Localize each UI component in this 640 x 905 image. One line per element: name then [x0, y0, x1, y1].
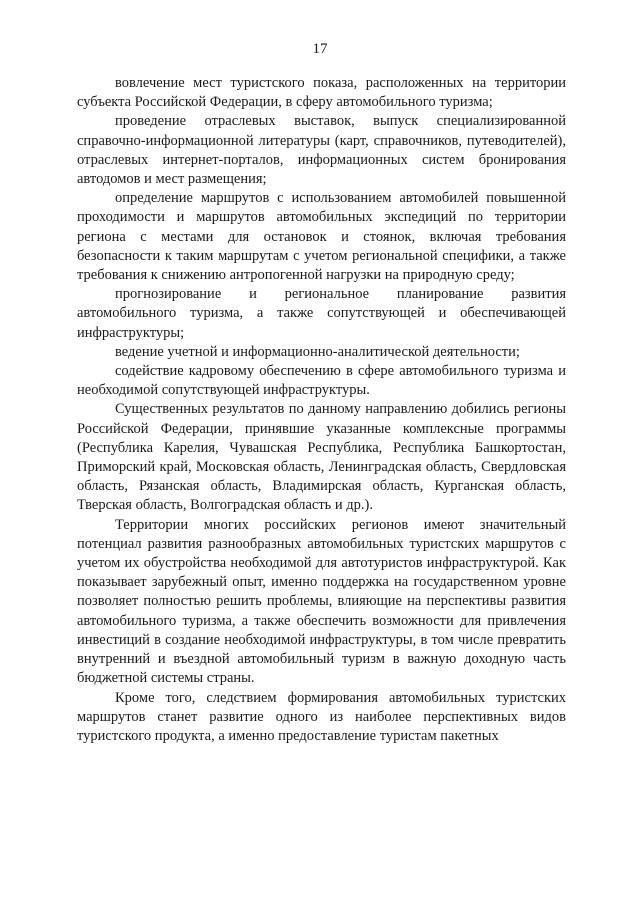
paragraph-4: прогнозирование и региональное планирование развития автомобильного туризма, а также сопутствующей и обеспечивающей инфраструктуры;: [77, 286, 566, 341]
paragraph-1: вовлечение мест туристского показа, расположенных на территории субъекта Российской Федерации, в сферу автомобильного туризма;: [77, 75, 566, 111]
document-body: [77, 74, 566, 746]
paragraph-6: содействие кадровому обеспечению в сфере автомобильного туризма и необходимой сопутствующей инфраструктуры.: [77, 363, 566, 399]
paragraph-8: Территории многих российских регионов имеют значительный потенциал развития разнообразных автомобильных туристских маршрутов с учетом их обустройства необходимой для автотуристов инфраструктурой. Как показывает зарубежный опыт, именно поддержка на государственном уровне позволяет полностью решить проблемы, влияющие на перспективы развития автомобильного туризма, а также обеспечить возможности для привлечения инвестиций в создание необходимой инфраструктуры, в том числе превратить внутренний и въездной автомобильный туризм в важную доходную часть бюджетной системы страны.: [77, 516, 566, 687]
page-number: 17: [312, 41, 328, 57]
paragraph-7: Существенных результатов по данному направлению добились регионы Российской Федерации, принявшие указанные комплексные программы (Республика Карелия, Чувашская Республика, Республика Башкортостан, Приморский край, Московская область, Ленинградская область, Свердловская область, Рязанская область, Владимирская область, Курганская область, Тверская область, Волгоградская область и др.).: [77, 401, 566, 514]
paragraph-9: Кроме того, следствием формирования автомобильных туристских маршрутов станет развитие одного из наиболее перспективных видов туристского продукта, а именно предоставление туристам пакетных: [77, 689, 566, 744]
paragraph-3: определение маршрутов с использованием автомобилей повышенной проходимости и маршрутов автомобильных экспедиций по территории региона с местами для остановок и стоянок, включая требования безопасности к таким маршрутам с учетом региональной специфики, а также требования к снижению антропогенной нагрузки на природную среду;: [77, 190, 566, 284]
paragraph-2: проведение отраслевых выставок, выпуск специализированной справочно-информационной литературы (карт, справочников, путеводителей), отраслевых интернет-порталов, информационных систем бронирования автодомов и мест размещения;: [77, 113, 566, 188]
paragraph-5: ведение учетной и информационно-аналитической деятельности;: [115, 343, 520, 360]
